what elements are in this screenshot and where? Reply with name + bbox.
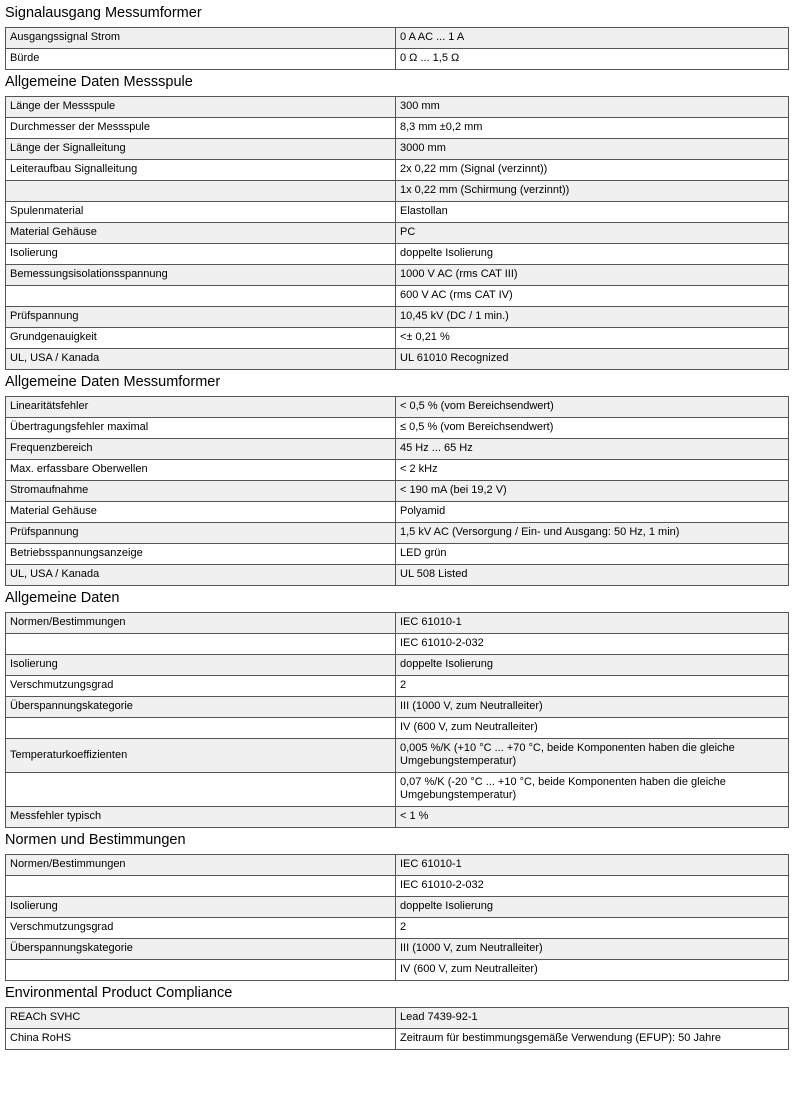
table-row [6, 876, 789, 897]
row-value: UL 61010 Recognized [396, 349, 789, 370]
row-value: < 1 % [396, 807, 789, 828]
row-value: 600 V AC (rms CAT IV) [396, 286, 789, 307]
table-row [6, 286, 789, 307]
table-row [6, 418, 789, 439]
table-row [6, 773, 789, 807]
row-value: IEC 61010-2-032 [396, 634, 789, 655]
row-label: Material Gehäuse [6, 223, 396, 244]
row-value: IEC 61010-1 [396, 855, 789, 876]
section-title: Allgemeine Daten [5, 590, 120, 606]
table-row [6, 918, 789, 939]
table-row [6, 565, 789, 586]
row-label: Prüfspannung [6, 307, 396, 328]
row-value: 0 A AC ... 1 A [396, 28, 789, 49]
row-label: Überspannungskategorie [6, 939, 396, 960]
table-row [6, 460, 789, 481]
spec-section [5, 589, 794, 828]
row-value: 45 Hz ... 65 Hz [396, 439, 789, 460]
row-label: Bemessungsisolationsspannung [6, 265, 396, 286]
row-value: PC [396, 223, 789, 244]
spec-section [5, 4, 794, 70]
row-value: IEC 61010-2-032 [396, 876, 789, 897]
row-label: Verschmutzungsgrad [6, 918, 396, 939]
table-row [6, 265, 789, 286]
spec-table [5, 27, 789, 70]
row-value: 2 [396, 676, 789, 697]
row-value: III (1000 V, zum Neutralleiter) [396, 697, 789, 718]
row-label: Bürde [6, 49, 396, 70]
table-row [6, 118, 789, 139]
table-row [6, 307, 789, 328]
row-label: Verschmutzungsgrad [6, 676, 396, 697]
table-row [6, 139, 789, 160]
row-label: Normen/Bestimmungen [6, 855, 396, 876]
row-value: 8,3 mm ±0,2 mm [396, 118, 789, 139]
table-row [6, 397, 789, 418]
table-row [6, 439, 789, 460]
row-value: 300 mm [396, 97, 789, 118]
row-value: 1,5 kV AC (Versorgung / Ein- und Ausgang: 50 Hz, 1 min) [396, 523, 789, 544]
row-label [6, 634, 396, 655]
row-label: Übertragungsfehler maximal [6, 418, 396, 439]
table-row [6, 855, 789, 876]
row-value: doppelte Isolierung [396, 244, 789, 265]
row-label: Temperaturkoeffizienten [6, 739, 396, 773]
table-row [6, 544, 789, 565]
spec-section [5, 831, 794, 981]
row-label: Länge der Signalleitung [6, 139, 396, 160]
row-value: III (1000 V, zum Neutralleiter) [396, 939, 789, 960]
table-row [6, 244, 789, 265]
row-label [6, 181, 396, 202]
spec-table [5, 854, 789, 981]
row-label: UL, USA / Kanada [6, 565, 396, 586]
spec-table [5, 396, 789, 586]
row-value: Elastollan [396, 202, 789, 223]
table-row [6, 897, 789, 918]
row-label: Grundgenauigkeit [6, 328, 396, 349]
row-label: Länge der Messspule [6, 97, 396, 118]
table-row [6, 202, 789, 223]
table-row [6, 739, 789, 773]
row-label: Überspannungskategorie [6, 697, 396, 718]
row-value: 0 Ω ... 1,5 Ω [396, 49, 789, 70]
row-label: Material Gehäuse [6, 502, 396, 523]
row-label: Betriebsspannungsanzeige [6, 544, 396, 565]
table-row [6, 223, 789, 244]
row-label: China RoHS [6, 1029, 396, 1050]
row-label: Stromaufnahme [6, 481, 396, 502]
table-row [6, 523, 789, 544]
row-label: Isolierung [6, 655, 396, 676]
table-row [6, 328, 789, 349]
row-value: < 190 mA (bei 19,2 V) [396, 481, 789, 502]
row-value: 1000 V AC (rms CAT III) [396, 265, 789, 286]
table-row [6, 613, 789, 634]
row-label: Prüfspannung [6, 523, 396, 544]
row-label [6, 718, 396, 739]
row-value: IV (600 V, zum Neutralleiter) [396, 960, 789, 981]
row-label: Messfehler typisch [6, 807, 396, 828]
row-label [6, 960, 396, 981]
row-label: Max. erfassbare Oberwellen [6, 460, 396, 481]
row-value: 2 [396, 918, 789, 939]
row-value: Polyamid [396, 502, 789, 523]
row-value: 10,45 kV (DC / 1 min.) [396, 307, 789, 328]
table-row [6, 502, 789, 523]
table-row [6, 1029, 789, 1050]
table-row [6, 718, 789, 739]
section-title: Normen und Bestimmungen [5, 832, 186, 848]
table-row [6, 807, 789, 828]
spec-table [5, 96, 789, 370]
table-row [6, 634, 789, 655]
row-value: doppelte Isolierung [396, 897, 789, 918]
section-title: Allgemeine Daten Messspule [5, 74, 193, 90]
spec-section [5, 984, 794, 1050]
table-row [6, 1008, 789, 1029]
row-value: IEC 61010-1 [396, 613, 789, 634]
row-value: Lead 7439-92-1 [396, 1008, 789, 1029]
row-label: Isolierung [6, 244, 396, 265]
row-label: Ausgangssignal Strom [6, 28, 396, 49]
table-row [6, 697, 789, 718]
row-value: <± 0,21 % [396, 328, 789, 349]
table-row [6, 28, 789, 49]
section-title: Environmental Product Compliance [5, 985, 233, 1001]
row-label: Durchmesser der Messspule [6, 118, 396, 139]
table-row [6, 939, 789, 960]
row-value: doppelte Isolierung [396, 655, 789, 676]
row-value: 0,07 %/K (-20 °C ... +10 °C, beide Komponenten haben die gleiche Umgebungstemperatur) [396, 773, 789, 807]
row-value: 2x 0,22 mm (Signal (verzinnt)) [396, 160, 789, 181]
table-row [6, 49, 789, 70]
row-label: Spulenmaterial [6, 202, 396, 223]
row-value: < 2 kHz [396, 460, 789, 481]
section-title: Signalausgang Messumformer [5, 5, 202, 21]
table-row [6, 97, 789, 118]
spec-section [5, 73, 794, 370]
row-value: Zeitraum für bestimmungsgemäße Verwendung (EFUP): 50 Jahre [396, 1029, 789, 1050]
row-label: Isolierung [6, 897, 396, 918]
row-value: LED grün [396, 544, 789, 565]
spec-table [5, 1007, 789, 1050]
row-value: UL 508 Listed [396, 565, 789, 586]
spec-section [5, 373, 794, 586]
row-value: ≤ 0,5 % (vom Bereichsendwert) [396, 418, 789, 439]
section-title: Allgemeine Daten Messumformer [5, 374, 221, 390]
spec-table [5, 612, 789, 828]
row-label [6, 876, 396, 897]
row-label [6, 773, 396, 807]
row-value: 3000 mm [396, 139, 789, 160]
table-row [6, 160, 789, 181]
row-value: IV (600 V, zum Neutralleiter) [396, 718, 789, 739]
row-value: < 0,5 % (vom Bereichsendwert) [396, 397, 789, 418]
table-row [6, 655, 789, 676]
row-label: Leiteraufbau Signalleitung [6, 160, 396, 181]
table-row [6, 481, 789, 502]
row-label: REACh SVHC [6, 1008, 396, 1029]
row-label: Linearitätsfehler [6, 397, 396, 418]
table-row [6, 960, 789, 981]
table-row [6, 676, 789, 697]
table-row [6, 349, 789, 370]
table-row [6, 181, 789, 202]
row-value: 1x 0,22 mm (Schirmung (verzinnt)) [396, 181, 789, 202]
row-label: UL, USA / Kanada [6, 349, 396, 370]
row-value: 0,005 %/K (+10 °C ... +70 °C, beide Komponenten haben die gleiche Umgebungstemperatur) [396, 739, 789, 773]
row-label: Normen/Bestimmungen [6, 613, 396, 634]
row-label [6, 286, 396, 307]
row-label: Frequenzbereich [6, 439, 396, 460]
